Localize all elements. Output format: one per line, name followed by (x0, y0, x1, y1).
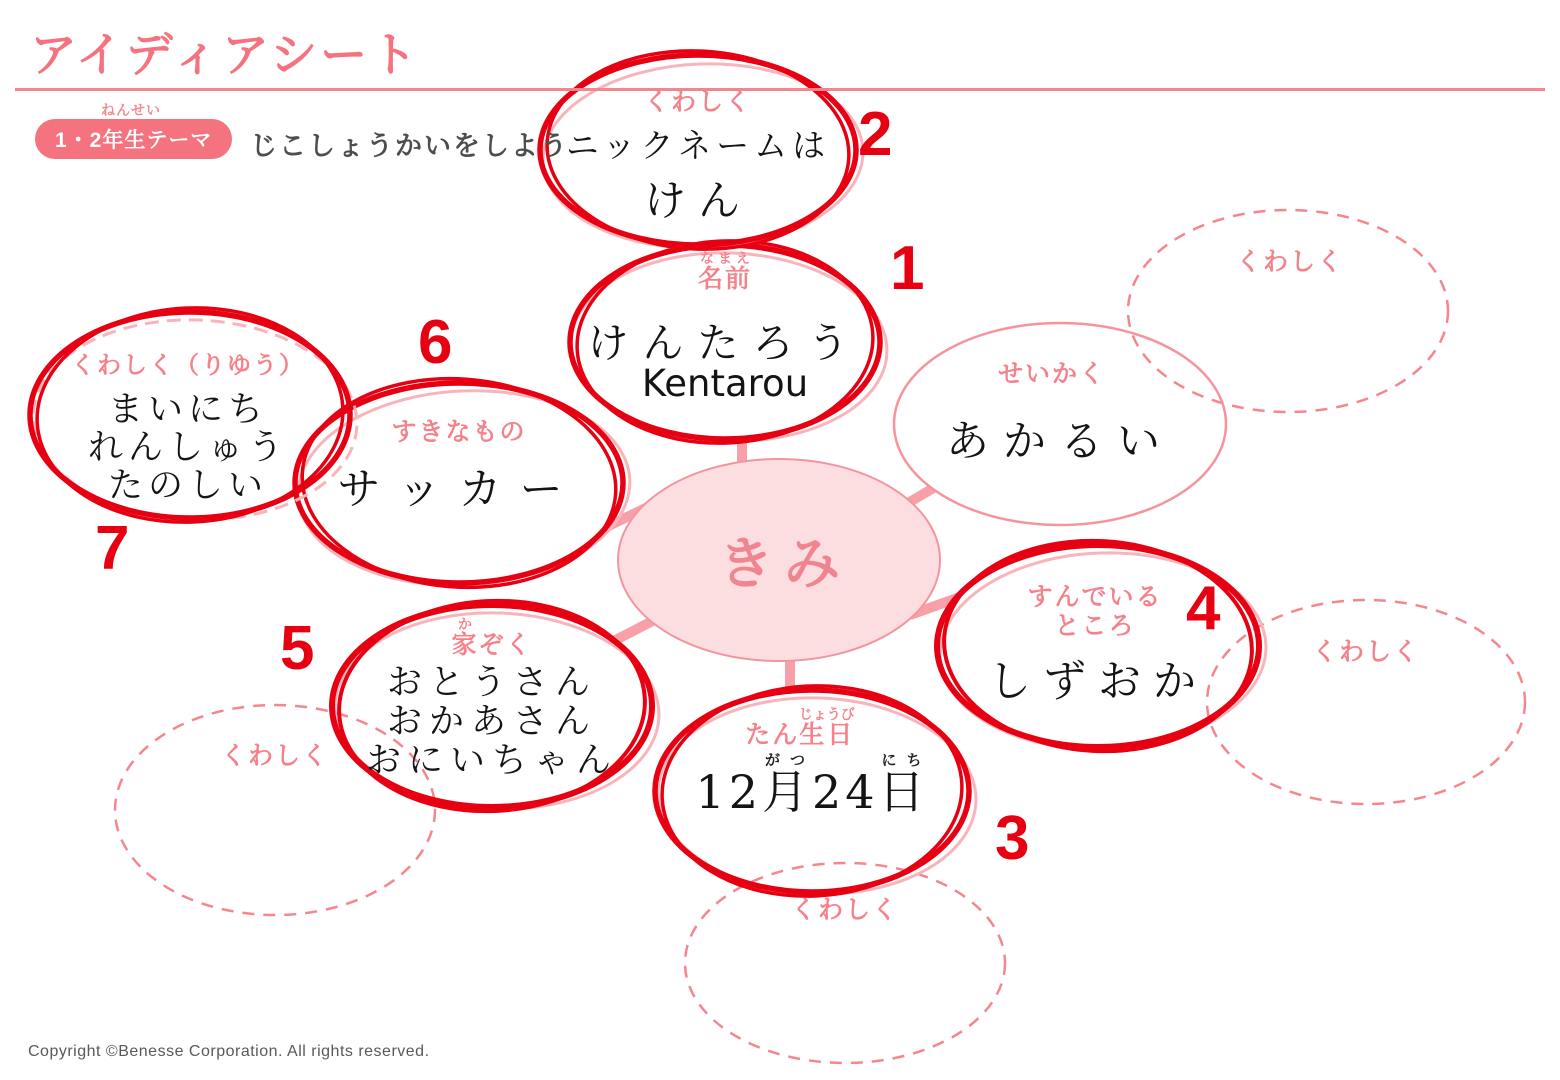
center-bubble-label: きみ (718, 532, 850, 595)
step-number-4: 4 (1186, 574, 1221, 643)
detail-bottom-left-label: くわしく (220, 742, 330, 770)
theme-subtitle: じこしょうかいをしよう (250, 131, 569, 161)
step-number-7: 7 (95, 514, 130, 583)
page-title: アイディアシート (30, 28, 421, 81)
name-bubble-label: 名前なまえ (697, 250, 753, 293)
step-number-1: 1 (890, 234, 925, 303)
name-line1: けんたろう (587, 319, 863, 367)
grade-theme-badge (35, 102, 232, 159)
header-divider (15, 88, 1545, 91)
family-lines: おとうさん おかあさん おにいちゃん (365, 663, 619, 781)
detail-bottom-label: くわしく (790, 896, 900, 924)
step-number-6: 6 (418, 308, 453, 377)
personality-line1: あかるい (946, 417, 1174, 467)
reason-lines: まいにち れんしゅう たのしい (87, 390, 289, 506)
nickname-line2: けん (643, 176, 753, 225)
step-number-3: 3 (995, 804, 1030, 873)
favorite-bubble-label: すきなもの (391, 418, 527, 446)
birthday-date: 12月がつ24日にち (695, 752, 929, 819)
grade-theme-badge-label: 1・2年生テーマ (55, 129, 213, 152)
nickname-line1: ニックネームは (565, 126, 831, 165)
name-line2: Kentarou (641, 362, 809, 405)
detail-right-label: くわしく (1311, 638, 1421, 666)
copyright-notice: Copyright ©Benesse Corporation. All rights reserved. (28, 1043, 430, 1060)
residence-bubble-label: すんでいる ところ (1027, 583, 1163, 640)
family-bubble-label: 家かぞく (451, 616, 533, 659)
grade-theme-badge-ruby: ねんせい (101, 102, 161, 118)
dashed-bubble-top-right (1128, 210, 1448, 412)
reason-bubble-label: くわしく（りゆう） (71, 352, 305, 379)
personality-bubble-label: せいかく (997, 360, 1107, 388)
step-number-2: 2 (858, 100, 893, 169)
residence-line1: しずおか (988, 657, 1208, 707)
birthday-bubble-label: たん生日じょうび (745, 706, 855, 749)
nickname-bubble-label: くわしく (643, 88, 753, 116)
detail-top-right-label: くわしく (1235, 248, 1345, 276)
step-number-5: 5 (280, 614, 315, 683)
favorite-line1: サッカー (337, 465, 581, 515)
